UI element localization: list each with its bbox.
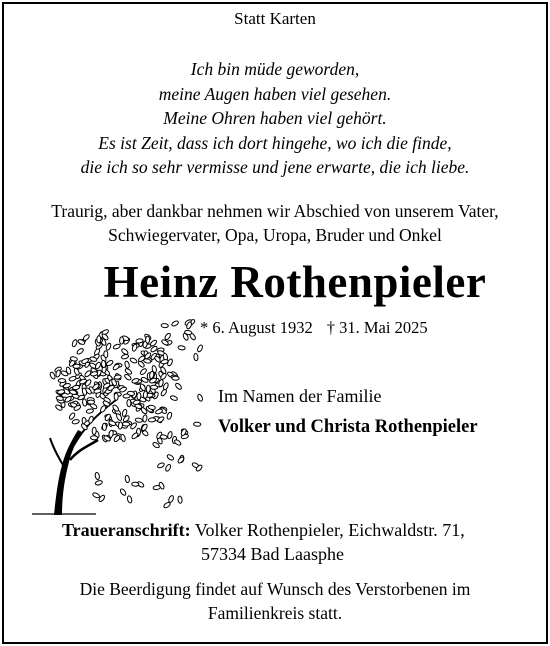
poem-line: die ich so sehr vermisse und jene erwarte, die ich liebe. (80, 157, 470, 177)
poem-line: meine Augen haben viel gesehen. (158, 83, 392, 104)
closing-line: Familienkreis statt. (207, 603, 343, 623)
address-label: Traueranschrift: (62, 520, 191, 540)
mourning-line: Schwiegervater, Opa, Uropa, Bruder und Onkel (108, 225, 442, 245)
deceased-name: Heinz Rothenpieler (103, 257, 487, 307)
header-statt-karten: Statt Karten (234, 9, 316, 28)
mourning-address (62, 518, 465, 566)
closing-line: Die Beerdigung findet auf Wunsch des Verstorbenen im (79, 579, 471, 599)
poem-line: Ich bin müde geworden, (190, 59, 360, 79)
mourning-line: Traurig, aber dankbar nehmen wir Abschied von unserem Vater, (51, 201, 499, 221)
life-dates (200, 318, 428, 338)
mourning-text (0, 199, 550, 247)
family-intro: Im Namen der Familie (218, 386, 382, 406)
poem (0, 57, 550, 180)
death-date: † 31. Mai 2025 (326, 318, 428, 337)
address-line-1: Volker Rothenpieler, Eichwaldstr. 71, (194, 520, 465, 540)
closing-text (0, 577, 550, 625)
birth-date: * 6. August 1932 (200, 318, 313, 337)
windblown-tree-icon (26, 300, 206, 520)
poem-line: Es ist Zeit, dass ich dort hingehe, wo ich die finde, (98, 132, 452, 153)
family-names: Volker und Christa Rothenpieler (218, 417, 478, 437)
poem-line: Meine Ohren haben viel gehört. (163, 108, 387, 128)
address-line-2: 57334 Bad Laasphe (201, 544, 344, 564)
